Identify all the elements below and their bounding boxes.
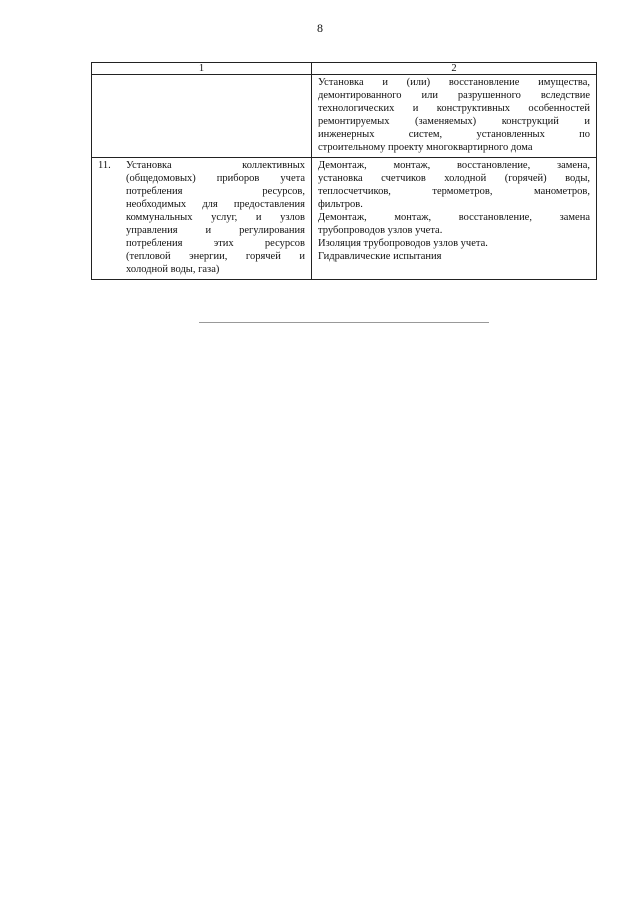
page-number: 8 — [317, 21, 323, 35]
text-line: фильтров. — [318, 199, 363, 210]
text-line: Изоляция трубопроводов узлов учета. — [318, 238, 488, 249]
continued-row-left-cell — [92, 75, 312, 158]
row-11-left-cell — [92, 158, 312, 280]
text-line: технологических и конструктивных особенностей — [318, 103, 590, 114]
continued-row-right-cell — [312, 75, 597, 158]
text-line: трубопроводов узлов учета. — [318, 225, 443, 236]
text-line: ремонтируемых (заменяемых) конструкций и — [318, 116, 590, 127]
text-line: установка счетчиков холодной (горячей) воды, — [318, 173, 590, 184]
text-line: Демонтаж, монтаж, восстановление, замена — [318, 212, 590, 223]
text-line: строительному проекту многоквартирного дома — [318, 142, 533, 153]
row-11-right-cell — [312, 158, 597, 280]
text-line: Демонтаж, монтаж, восстановление, замена, — [318, 160, 590, 171]
text-line: (тепловой энергии, горячей и — [126, 251, 305, 262]
text-line: Установка и (или) восстановление имущества, — [318, 77, 590, 88]
text-line: управления и регулирования — [126, 225, 305, 236]
table-row-continued — [92, 75, 597, 158]
footer-divider — [199, 322, 489, 323]
continued-row-description — [312, 75, 596, 157]
row-11-title — [126, 159, 305, 276]
column-header-2: 2 — [312, 63, 597, 75]
text-line: необходимых для предоставления — [126, 199, 305, 210]
text-line: потребления этих ресурсов — [126, 238, 305, 249]
works-table — [91, 62, 597, 280]
column-header-1: 1 — [92, 63, 312, 75]
text-line: демонтированного или разрушенного вследствие — [318, 90, 590, 101]
text-line: инженерных систем, установленных по — [318, 129, 590, 140]
table-header-row — [92, 63, 597, 75]
text-line: (общедомовых) приборов учета — [126, 173, 305, 184]
text-line: холодной воды, газа) — [126, 264, 220, 275]
text-line: коммунальных услуг, и узлов — [126, 212, 305, 223]
text-line: теплосчетчиков, термометров, манометров, — [318, 186, 590, 197]
text-line: Гидравлические испытания — [318, 251, 442, 262]
row-11-description — [312, 158, 596, 266]
row-number: 11. — [98, 160, 111, 171]
table-row-11 — [92, 158, 597, 280]
text-line: Установка коллективных — [126, 160, 305, 171]
text-line: потребления ресурсов, — [126, 186, 305, 197]
